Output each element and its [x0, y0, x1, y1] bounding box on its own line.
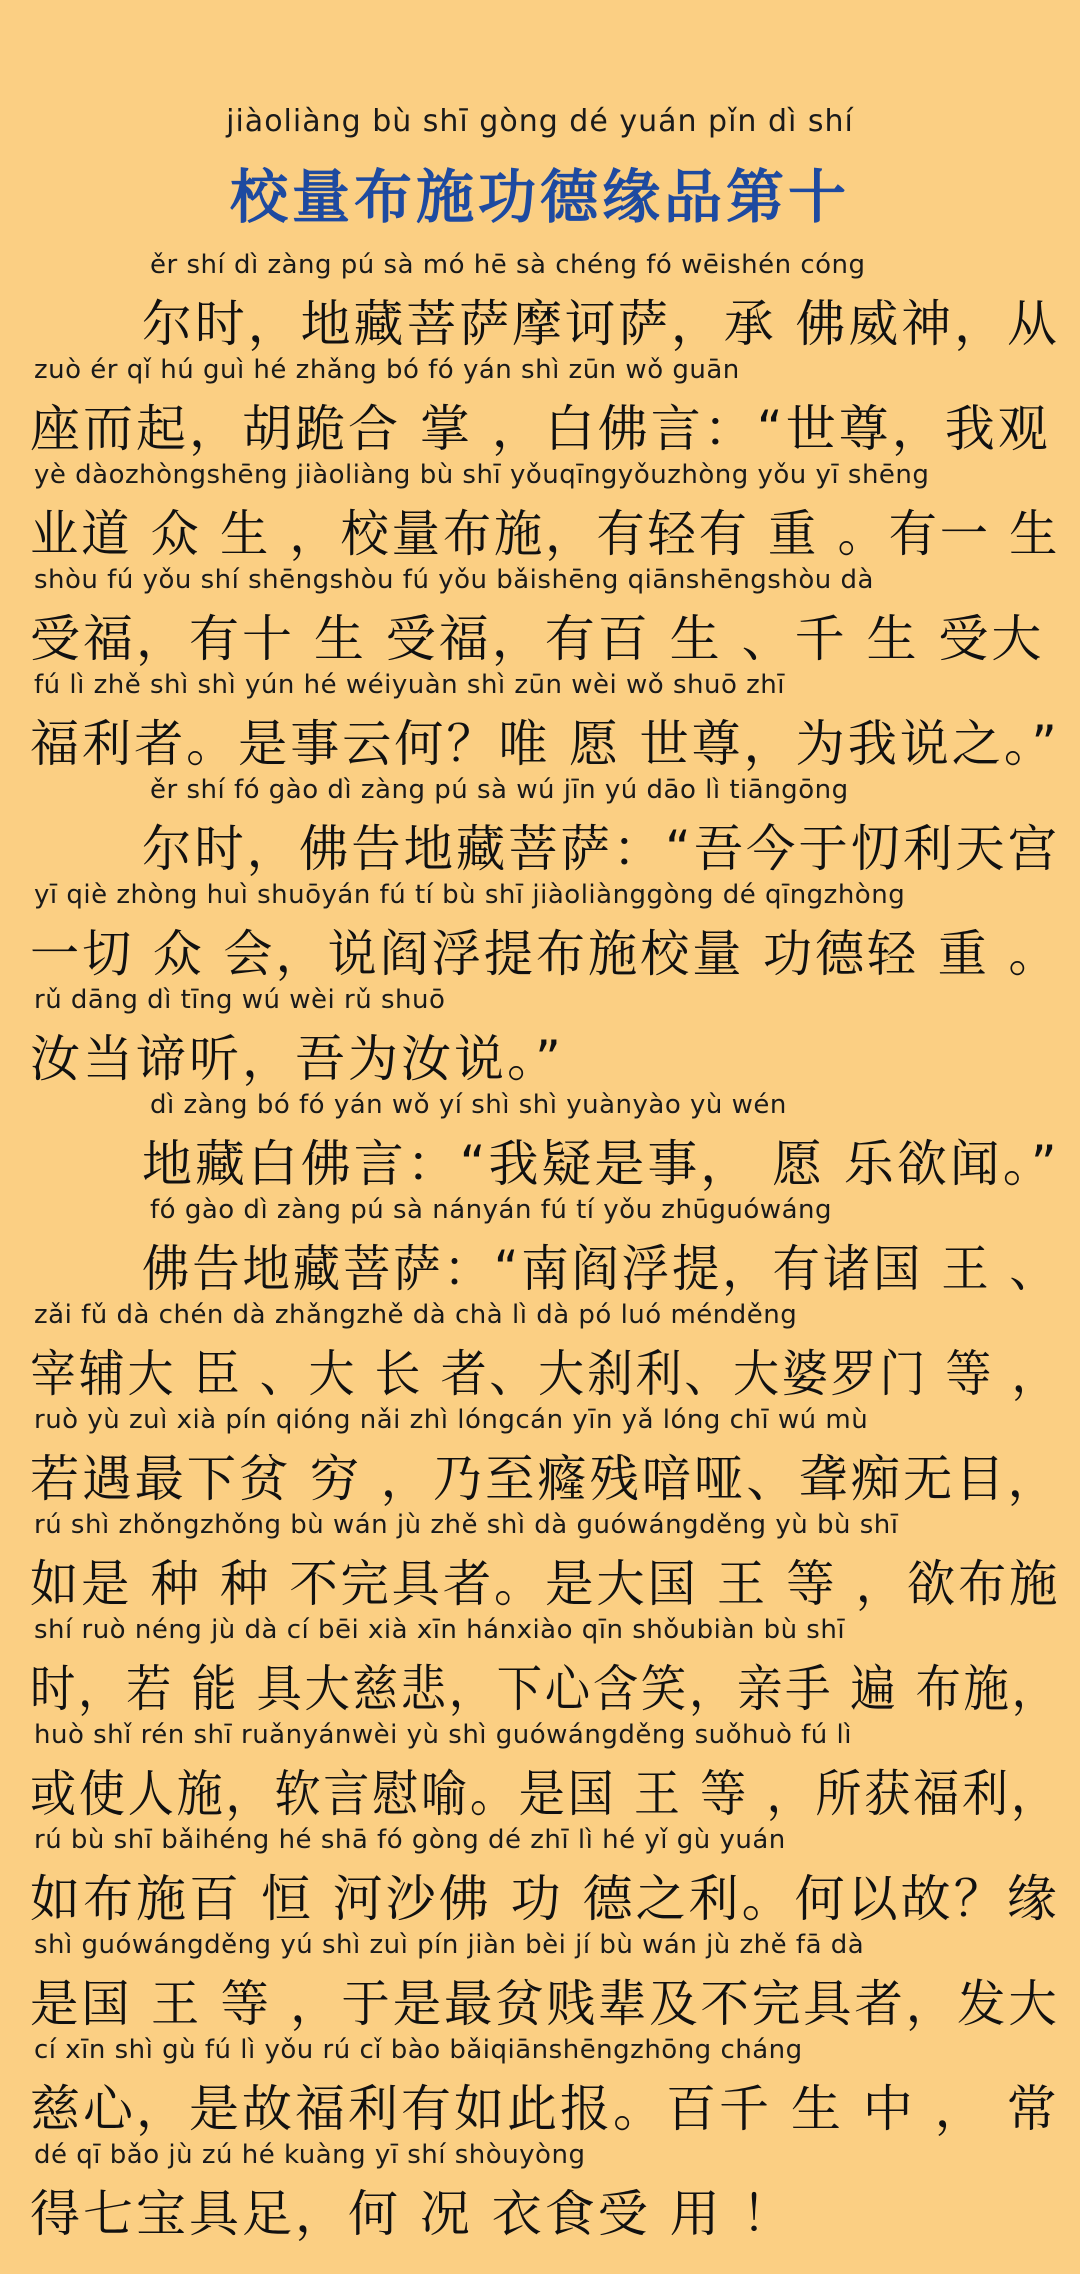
- line-hanzi: 福利者。是事云何？唯 愿 世尊，为我说之。”: [30, 715, 1060, 773]
- line-hanzi: 佛告地藏菩萨：“南阎浮提，有诸国 王 、: [142, 1240, 1060, 1298]
- line-hanzi: 一切 众 会，说阎浮提布施校量 功德轻 重 。: [30, 925, 1061, 983]
- line-hanzi: 汝当谛听，吾为汝说。”: [30, 1030, 564, 1088]
- line-hanzi: 若遇最下贫 穷 ，乃至癃残喑哑、聋痴无目，: [30, 1450, 1060, 1508]
- line-pinyin: dì zàng bó fó yán wǒ yí shì shì yuànyào yù wén: [150, 1090, 787, 1120]
- title-pinyin: jiàoliàng bù shī gòng dé yuán pǐn dì shí: [226, 104, 854, 139]
- line-pinyin: rǔ dāng dì tīng wú wèi rǔ shuō: [34, 985, 446, 1015]
- line-hanzi: 如是 种 种 不完具者。是大国 王 等 ，欲布施: [30, 1555, 1061, 1613]
- line-hanzi: 或使人施，软言慰喻。是国 王 等 ，所获福利，: [30, 1765, 1060, 1823]
- chapter-title: 校量布施功德缘品第十: [229, 163, 850, 231]
- line-hanzi: 地藏白佛言：“我疑是事， 愿 乐欲闻。”: [142, 1135, 1060, 1193]
- line-pinyin: rú shì zhǒngzhǒng bù wán jù zhě shì dà guówángděng yù bù shī: [34, 1510, 899, 1540]
- line-hanzi: 尔时，佛告地藏菩萨：“吾今于忉利天宫: [142, 820, 1060, 878]
- line-pinyin: zǎi fǔ dà chén dà zhǎngzhě dà chà lì dà pó luó ménděng: [34, 1300, 798, 1330]
- line-hanzi: 如布施百 恒 河沙佛 功 德之利。何以故？缘: [30, 1870, 1060, 1928]
- line-pinyin: fó gào dì zàng pú sà nányán fú tí yǒu zhūguówáng: [150, 1195, 832, 1225]
- line-pinyin: dé qī bǎo jù zú hé kuàng yī shí shòuyòng: [34, 2140, 586, 2170]
- line-hanzi: 慈心，是故福利有如此报。百千 生 中 ， 常: [30, 2080, 1060, 2138]
- line-pinyin: cí xīn shì gù fú lì yǒu rú cǐ bào bǎiqiānshēngzhōng cháng: [34, 2035, 803, 2065]
- line-pinyin: shì guówángděng yú shì zuì pín jiàn bèi jí bù wán jù zhě fā dà: [34, 1930, 865, 1960]
- line-hanzi: 是国 王 等 ，于是最贫贱辈及不完具者，发大: [30, 1975, 1060, 2033]
- line-hanzi: 受福，有十 生 受福，有百 生 、千 生 受大: [30, 610, 1045, 668]
- line-hanzi: 得七宝具足，何 况 衣食受 用 ！: [30, 2185, 795, 2243]
- line-pinyin: rú bù shī bǎihéng hé shā fó gòng dé zhī lì hé yǐ gù yuán: [34, 1825, 786, 1855]
- line-hanzi: 座而起，胡跪合 掌 ，白佛言：“世尊，我观: [30, 400, 1051, 458]
- line-pinyin: yī qiè zhòng huì shuōyán fú tí bù shī jiàoliànggòng dé qīngzhòng: [34, 880, 906, 910]
- line-pinyin: ěr shí fó gào dì zàng pú sà wú jīn yú dāo lì tiāngōng: [150, 775, 849, 805]
- line-pinyin: huò shǐ rén shī ruǎnyánwèi yù shì guówángděng suǒhuò fú lì: [34, 1720, 853, 1750]
- line-pinyin: yè dàozhòngshēng jiàoliàng bù shī yǒuqīngyǒuzhòng yǒu yī shēng: [34, 460, 930, 490]
- line-hanzi: 宰辅大 臣 、大 长 者、大刹利、大婆罗门 等 ，: [30, 1345, 1061, 1403]
- line-pinyin: shí ruò néng jù dà cí bēi xià xīn hánxiào qīn shǒubiàn bù shī: [34, 1615, 846, 1645]
- line-pinyin: shòu fú yǒu shí shēngshòu fú yǒu bǎishēng qiānshēngshòu dà: [34, 565, 874, 595]
- line-pinyin: ruò yù zuì xià pín qióng nǎi zhì lóngcán yīn yǎ lóng chī wú mù: [34, 1405, 869, 1435]
- line-pinyin: fú lì zhě shì shì yún hé wéiyuàn shì zūn wèi wǒ shuō zhī: [34, 670, 785, 700]
- line-hanzi: 业道 众 生 ，校量布施，有轻有 重 。有一 生: [30, 505, 1061, 563]
- line-hanzi: 时，若 能 具大慈悲，下心含笑，亲手 遍 布施，: [30, 1660, 1060, 1718]
- line-hanzi: 尔时，地藏菩萨摩诃萨，承 佛威神，从: [142, 295, 1060, 353]
- line-pinyin: ěr shí dì zàng pú sà mó hē sà chéng fó wēishén cóng: [150, 250, 866, 280]
- line-pinyin: zuò ér qǐ hú guì hé zhǎng bó fó yán shì zūn wǒ guān: [34, 355, 740, 385]
